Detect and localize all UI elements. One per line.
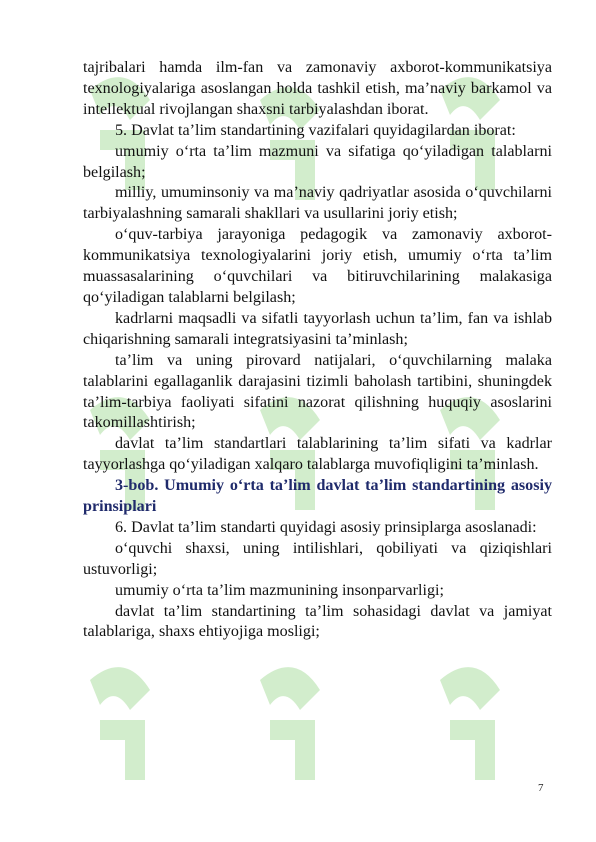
page-number: 7 xyxy=(538,782,544,794)
list-item: o‘quvchi shaxsi, uning intilishlari, qobiliyati va qiziqishlari ustuvorligi; xyxy=(83,539,552,578)
list-item: ta’lim va uning pirovard natijalari, o‘quvchilarning malaka talablarini egallaganlik darajasini tizimli baholash tartibini, shuningdek ta’lim-tarbiya faoliyati sifatini nazorat qilishning huquqiy asoslarini takomillashtirish; xyxy=(83,351,552,432)
watermark-logo-icon xyxy=(420,650,530,800)
paragraph-clause-6: 6. Davlat ta’lim standarti quyidagi asosiy prinsiplarga asoslanadi: xyxy=(115,518,537,536)
list-item: umumiy o‘rta ta’lim mazmunining insonparvarligi; xyxy=(115,581,444,599)
list-item: davlat ta’lim standartlari talablarining ta’lim sifati va kadrlar tayyorlashga qo‘yiladigan xalqaro talablarga muvofiqligini ta’minlash. xyxy=(83,435,552,474)
document-body xyxy=(83,58,552,643)
paragraph-clause-5: 5. Davlat ta’lim standartining vazifalari quyidagilardan iborat: xyxy=(115,121,516,139)
list-item: umumiy o‘rta ta’lim mazmuni va sifatiga qo‘yiladigan talablarni belgilash; xyxy=(83,142,552,181)
list-item: o‘quv-tarbiya jarayoniga pedagogik va zamonaviy axborot-kommunikatsiya texnologiyalarini joriy etish, umumiy o‘rta ta’lim muassasalarining o‘quvchilari va bitiruvchilarining malakasiga qo‘yiladigan talablarni belgilash; xyxy=(83,226,552,306)
list-item: davlat ta’lim standartining ta’lim sohasidagi davlat va jamiyat talablariga, shaxs ehtiyojiga mosligi; xyxy=(83,602,552,641)
list-item: milliy, umuminsoniy va ma’naviy qadriyatlar asosida o‘quvchilarni tarbiyalashning samarali shakllari va usullarini joriy etish; xyxy=(83,184,552,223)
watermark-logo-icon xyxy=(240,650,350,800)
paragraph-intro-continuation: tajribalari hamda ilm-fan va zamonaviy axborot-kommunikatsiya texnologiyalariga asoslangan holda tashkil etish, ma’naviy barkamol va intellektual rivojlangan shaxsni tarbiyalashdan iborat. xyxy=(83,59,552,118)
watermark-logo-icon xyxy=(70,650,180,800)
chapter-heading: 3-bob. Umumiy o‘rta ta’lim davlat ta’lim standartining asosiy prinsiplari xyxy=(83,477,552,516)
list-item: kadrlarni maqsadli va sifatli tayyorlash uchun ta’lim, fan va ishlab chiqarishning samarali integratsiyasini ta’minlash; xyxy=(83,309,552,348)
